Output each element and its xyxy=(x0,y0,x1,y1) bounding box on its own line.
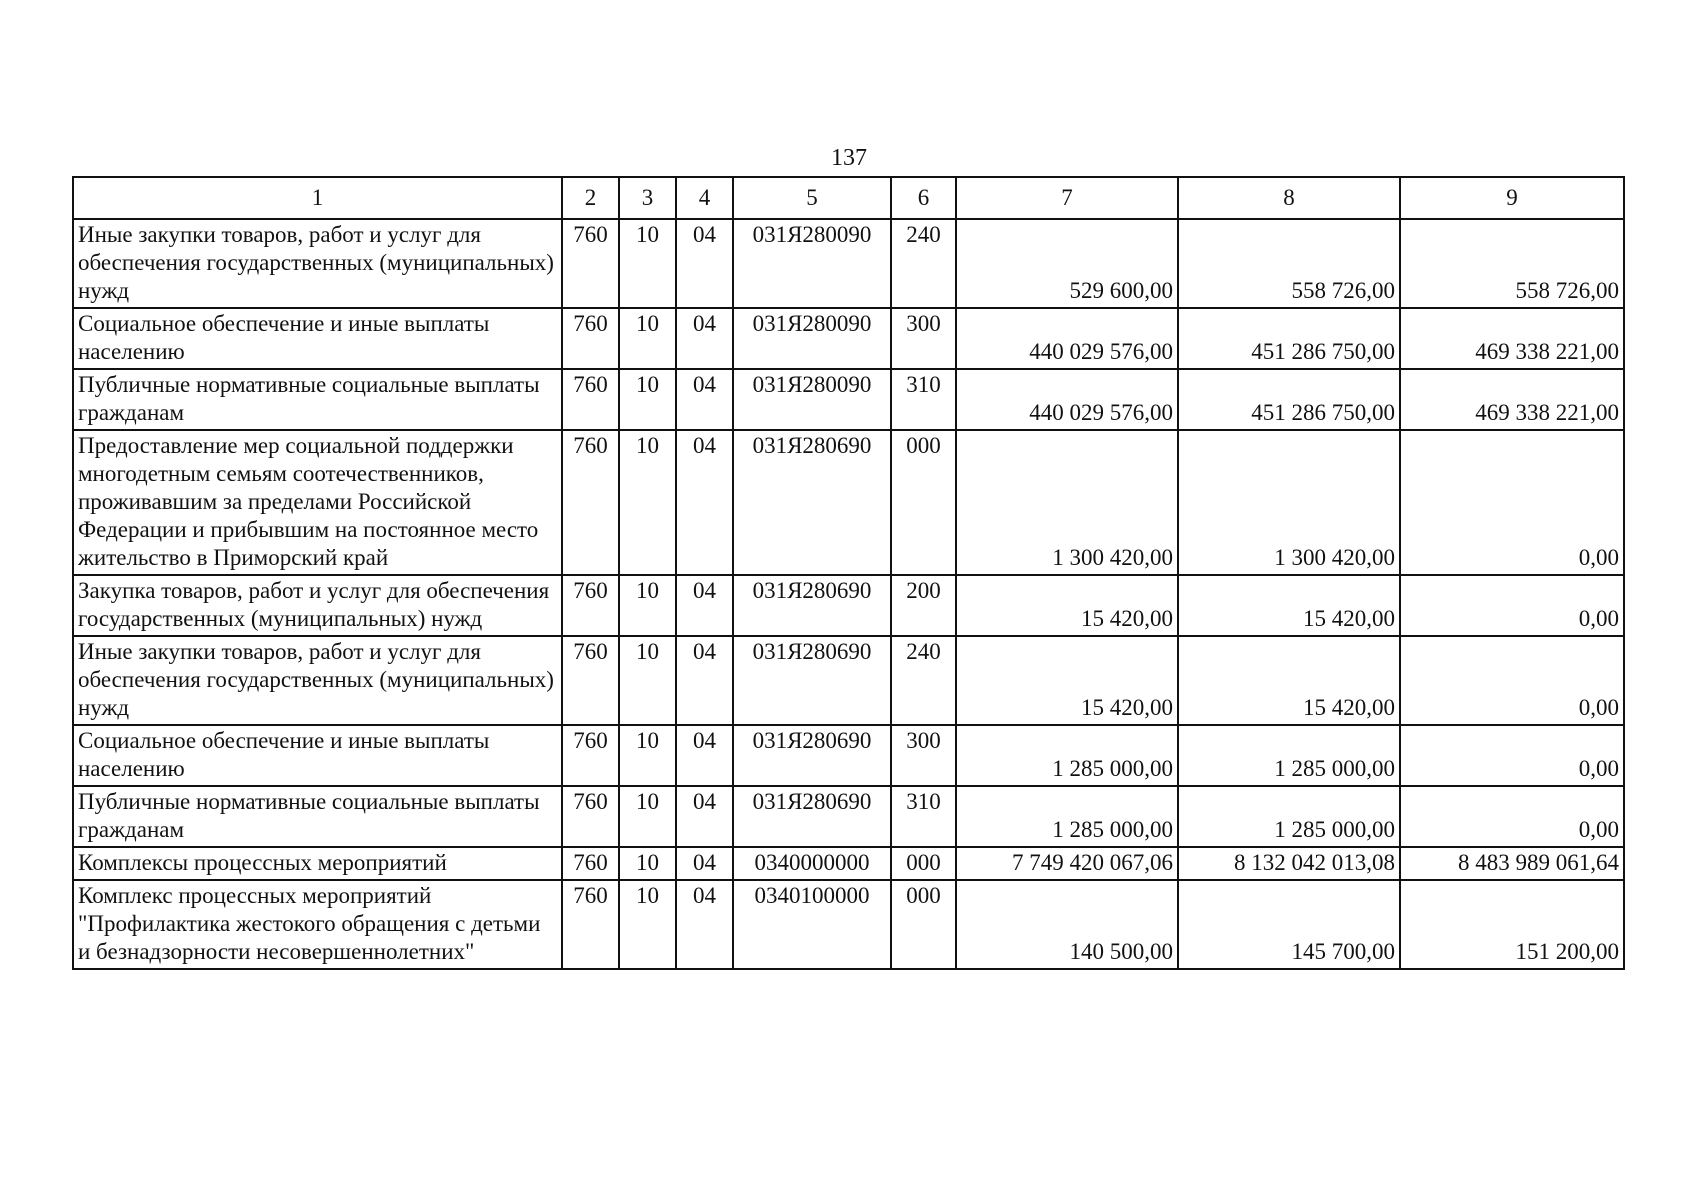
cell-col8: 1 300 420,00 xyxy=(1178,430,1400,575)
row-name: Комплекс процессных мероприятий "Профилактика жестокого обращения с детьми и безнадзорности несовершеннолетних" xyxy=(73,880,562,969)
cell-col5: 031Я280090 xyxy=(733,369,891,430)
cell-col5: 031Я280690 xyxy=(733,786,891,847)
cell-col3: 10 xyxy=(619,219,676,308)
cell-col6: 300 xyxy=(891,308,956,369)
table-row xyxy=(73,725,1624,786)
cell-col3: 10 xyxy=(619,786,676,847)
cell-col6: 240 xyxy=(891,219,956,308)
cell-col7: 440 029 576,00 xyxy=(956,308,1178,369)
page-number: 137 xyxy=(831,145,867,171)
row-name: Иные закупки товаров, работ и услуг для обеспечения государственных (муниципальных) нужд xyxy=(73,219,562,308)
cell-col6: 000 xyxy=(891,880,956,969)
row-name: Комплексы процессных мероприятий xyxy=(73,847,562,880)
cell-col2: 760 xyxy=(562,725,619,786)
row-name: Закупка товаров, работ и услуг для обеспечения государственных (муниципальных) нужд xyxy=(73,575,562,636)
cell-col3: 10 xyxy=(619,725,676,786)
cell-col7: 1 285 000,00 xyxy=(956,786,1178,847)
cell-col8: 1 285 000,00 xyxy=(1178,725,1400,786)
cell-col3: 10 xyxy=(619,430,676,575)
cell-col9: 0,00 xyxy=(1400,786,1624,847)
cell-col2: 760 xyxy=(562,847,619,880)
cell-col2: 760 xyxy=(562,308,619,369)
cell-col4: 04 xyxy=(676,308,733,369)
cell-col3: 10 xyxy=(619,575,676,636)
cell-col7: 1 300 420,00 xyxy=(956,430,1178,575)
row-name: Социальное обеспечение и иные выплаты населению xyxy=(73,725,562,786)
cell-col3: 10 xyxy=(619,847,676,880)
cell-col4: 04 xyxy=(676,219,733,308)
cell-col9: 0,00 xyxy=(1400,725,1624,786)
cell-col2: 760 xyxy=(562,636,619,725)
cell-col9: 0,00 xyxy=(1400,430,1624,575)
row-name: Публичные нормативные социальные выплаты гражданам xyxy=(73,369,562,430)
header-row xyxy=(73,177,1624,219)
column-header: 2 xyxy=(562,177,619,219)
cell-col8: 558 726,00 xyxy=(1178,219,1400,308)
column-header: 6 xyxy=(891,177,956,219)
cell-col8: 15 420,00 xyxy=(1178,575,1400,636)
table-row xyxy=(73,308,1624,369)
table-row xyxy=(73,219,1624,308)
cell-col8: 15 420,00 xyxy=(1178,636,1400,725)
cell-col5: 031Я280690 xyxy=(733,636,891,725)
column-header: 7 xyxy=(956,177,1178,219)
cell-col4: 04 xyxy=(676,880,733,969)
cell-col5: 031Я280090 xyxy=(733,219,891,308)
cell-col6: 300 xyxy=(891,725,956,786)
cell-col2: 760 xyxy=(562,430,619,575)
cell-col2: 760 xyxy=(562,880,619,969)
cell-col5: 031Я280690 xyxy=(733,430,891,575)
cell-col7: 15 420,00 xyxy=(956,636,1178,725)
cell-col3: 10 xyxy=(619,880,676,969)
cell-col5: 031Я280090 xyxy=(733,308,891,369)
cell-col4: 04 xyxy=(676,725,733,786)
column-header: 9 xyxy=(1400,177,1624,219)
cell-col3: 10 xyxy=(619,636,676,725)
cell-col8: 145 700,00 xyxy=(1178,880,1400,969)
cell-col7: 440 029 576,00 xyxy=(956,369,1178,430)
cell-col5: 0340000000 xyxy=(733,847,891,880)
cell-col8: 451 286 750,00 xyxy=(1178,369,1400,430)
table-row xyxy=(73,430,1624,575)
cell-col9: 0,00 xyxy=(1400,575,1624,636)
cell-col4: 04 xyxy=(676,575,733,636)
table-row xyxy=(73,369,1624,430)
cell-col2: 760 xyxy=(562,786,619,847)
cell-col4: 04 xyxy=(676,369,733,430)
cell-col6: 000 xyxy=(891,847,956,880)
cell-col2: 760 xyxy=(562,575,619,636)
cell-col6: 200 xyxy=(891,575,956,636)
table-row xyxy=(73,847,1624,880)
column-header: 1 xyxy=(73,177,562,219)
cell-col8: 1 285 000,00 xyxy=(1178,786,1400,847)
cell-col9: 8 483 989 061,64 xyxy=(1400,847,1624,880)
cell-col4: 04 xyxy=(676,786,733,847)
row-name: Иные закупки товаров, работ и услуг для обеспечения государственных (муниципальных) нужд xyxy=(73,636,562,725)
row-name: Публичные нормативные социальные выплаты гражданам xyxy=(73,786,562,847)
column-header: 5 xyxy=(733,177,891,219)
column-header: 8 xyxy=(1178,177,1400,219)
cell-col9: 151 200,00 xyxy=(1400,880,1624,969)
cell-col4: 04 xyxy=(676,430,733,575)
column-header: 4 xyxy=(676,177,733,219)
table-row xyxy=(73,880,1624,969)
cell-col9: 469 338 221,00 xyxy=(1400,369,1624,430)
cell-col8: 451 286 750,00 xyxy=(1178,308,1400,369)
cell-col2: 760 xyxy=(562,369,619,430)
cell-col7: 1 285 000,00 xyxy=(956,725,1178,786)
cell-col7: 529 600,00 xyxy=(956,219,1178,308)
cell-col5: 031Я280690 xyxy=(733,575,891,636)
row-name: Социальное обеспечение и иные выплаты населению xyxy=(73,308,562,369)
cell-col7: 15 420,00 xyxy=(956,575,1178,636)
cell-col6: 310 xyxy=(891,786,956,847)
row-name: Предоставление мер социальной поддержки многодетным семьям соотечественников, проживавшим за пределами Российской Федерации и прибывшим на постоянное место жительство в Приморский край xyxy=(73,430,562,575)
cell-col9: 558 726,00 xyxy=(1400,219,1624,308)
column-header: 3 xyxy=(619,177,676,219)
cell-col6: 000 xyxy=(891,430,956,575)
cell-col7: 7 749 420 067,06 xyxy=(956,847,1178,880)
table-row xyxy=(73,636,1624,725)
cell-col2: 760 xyxy=(562,219,619,308)
budget-table xyxy=(72,176,1625,970)
table-row xyxy=(73,575,1624,636)
cell-col6: 240 xyxy=(891,636,956,725)
cell-col5: 031Я280690 xyxy=(733,725,891,786)
cell-col4: 04 xyxy=(676,847,733,880)
cell-col3: 10 xyxy=(619,369,676,430)
table-row xyxy=(73,786,1624,847)
cell-col5: 0340100000 xyxy=(733,880,891,969)
cell-col4: 04 xyxy=(676,636,733,725)
cell-col9: 469 338 221,00 xyxy=(1400,308,1624,369)
cell-col6: 310 xyxy=(891,369,956,430)
cell-col7: 140 500,00 xyxy=(956,880,1178,969)
cell-col9: 0,00 xyxy=(1400,636,1624,725)
cell-col3: 10 xyxy=(619,308,676,369)
cell-col8: 8 132 042 013,08 xyxy=(1178,847,1400,880)
